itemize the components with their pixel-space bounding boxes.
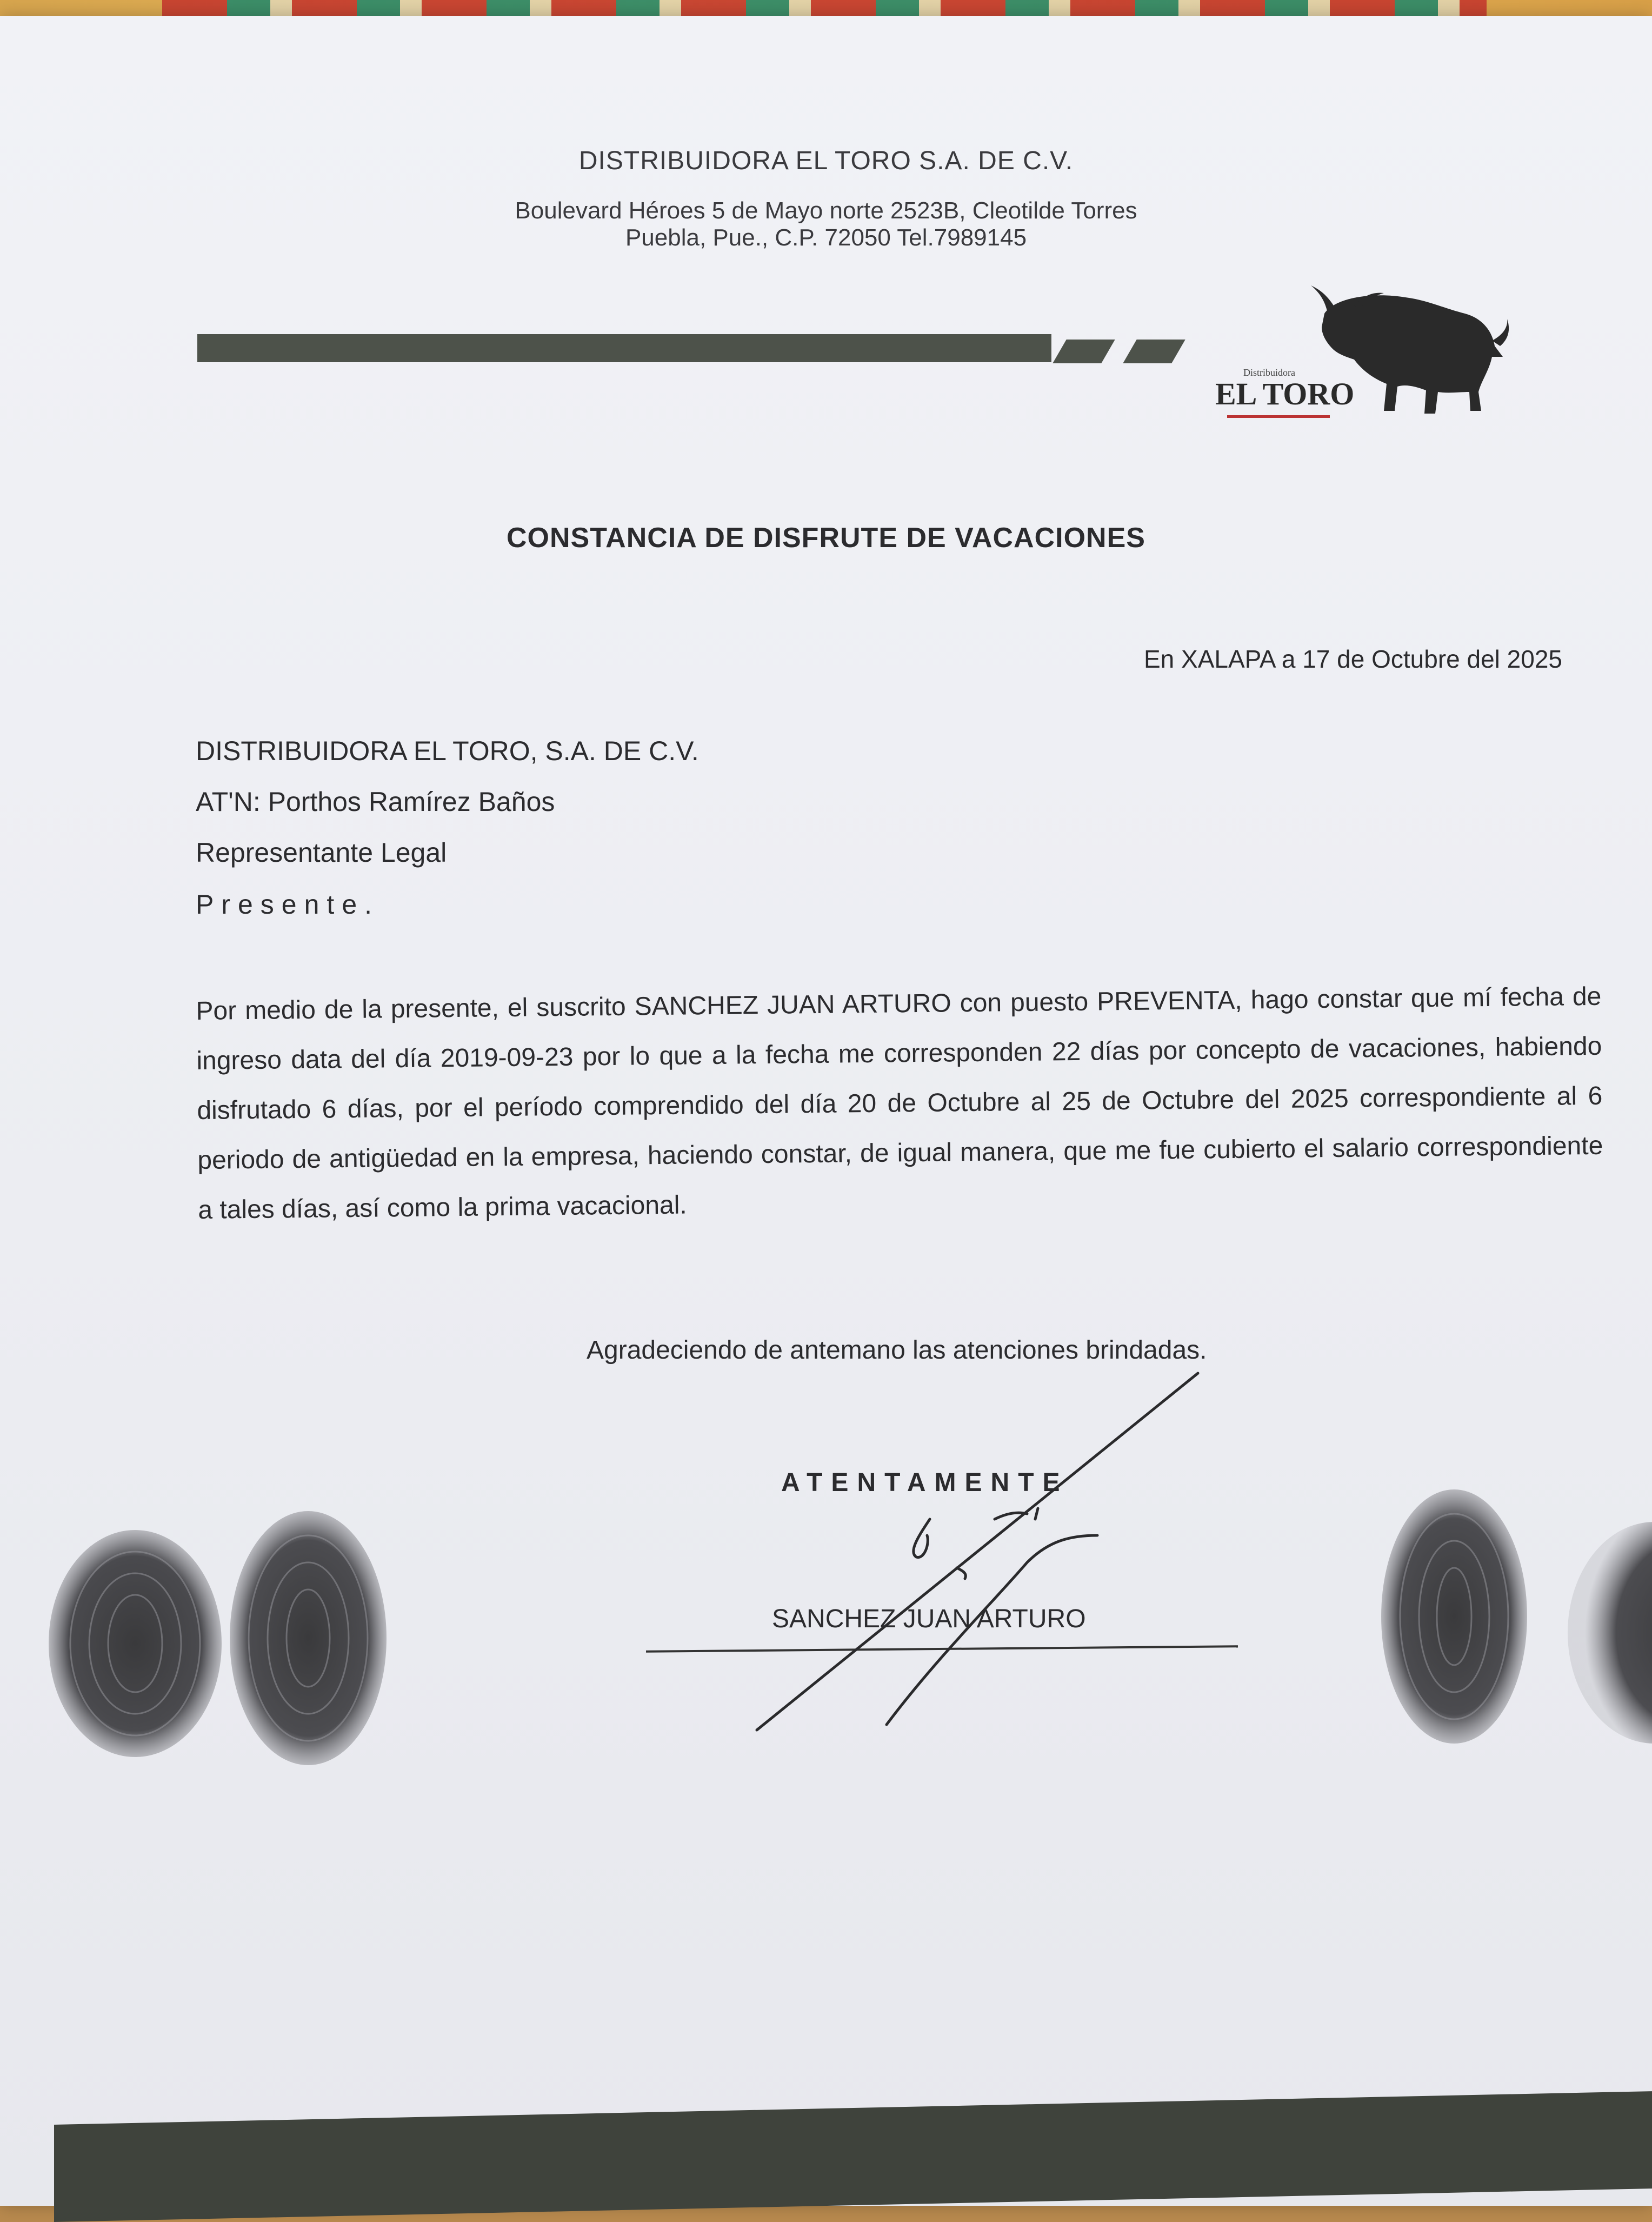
el-toro-logo bbox=[1211, 276, 1514, 438]
header-address: Boulevard Héroes 5 de Mayo norte 2523B, Cleotilde Torres bbox=[515, 197, 1137, 224]
recipient-attention: AT'N: Porthos Ramírez Baños bbox=[196, 787, 555, 817]
fingerprint-left-2 bbox=[222, 1498, 395, 1779]
footer-bar bbox=[54, 2091, 1652, 2222]
closing-thanks: Agradeciendo de antemano las atenciones brindadas. bbox=[587, 1336, 1207, 1365]
recipient-role: Representante Legal bbox=[196, 837, 447, 868]
header-divider-segment bbox=[1123, 340, 1185, 363]
fingerprint-right-2 bbox=[1562, 1514, 1652, 1752]
body-paragraph: Por medio de la presente, el suscrito SANCHEZ JUAN ARTURO con puesto PREVENTA, hago constar que mí fecha de ingreso data del día 2019-09-23 por lo que a la fecha me corresponden 22 días por concepto de vacaciones, habiendo disfrutado 6 días, por el período comprendido del día 20 de Octubre al 25 de Octubre del 2025 correspondiente al 6 periodo de antigüedad en la empresa, haciendo constar, de igual manera, que me fue cubierto el salario correspondiente a tales días, así como la prima vacacional. bbox=[196, 982, 1603, 1225]
recipient-company: DISTRIBUIDORA EL TORO, S.A. DE C.V. bbox=[196, 736, 699, 766]
header-company-name: DISTRIBUIDORA EL TORO S.A. DE C.V. bbox=[578, 147, 1074, 175]
logo-small-text: Distribuidora bbox=[1243, 367, 1295, 378]
handwritten-signature bbox=[703, 1357, 1222, 1746]
place-date: En XALAPA a 17 de Octubre del 2025 bbox=[1143, 645, 1562, 673]
header-divider-bar bbox=[197, 334, 1051, 362]
fingerprint-right-1 bbox=[1373, 1476, 1535, 1757]
fingerprint-left-1 bbox=[38, 1519, 232, 1768]
logo-brand-text: EL TORO bbox=[1215, 376, 1355, 411]
document-page bbox=[0, 16, 1652, 2206]
logo-underline bbox=[1227, 415, 1330, 418]
closing-salutation: ATENTAMENTE bbox=[781, 1468, 1069, 1497]
header-city-phone: Puebla, Pue., C.P. 72050 Tel.7989145 bbox=[625, 224, 1027, 251]
header-divider-segment bbox=[1053, 340, 1115, 363]
recipient-present: Presente. bbox=[196, 889, 380, 920]
document-title: CONSTANCIA DE DISFRUTE DE VACACIONES bbox=[507, 522, 1145, 554]
signer-name: SANCHEZ JUAN ARTURO bbox=[772, 1605, 1086, 1633]
